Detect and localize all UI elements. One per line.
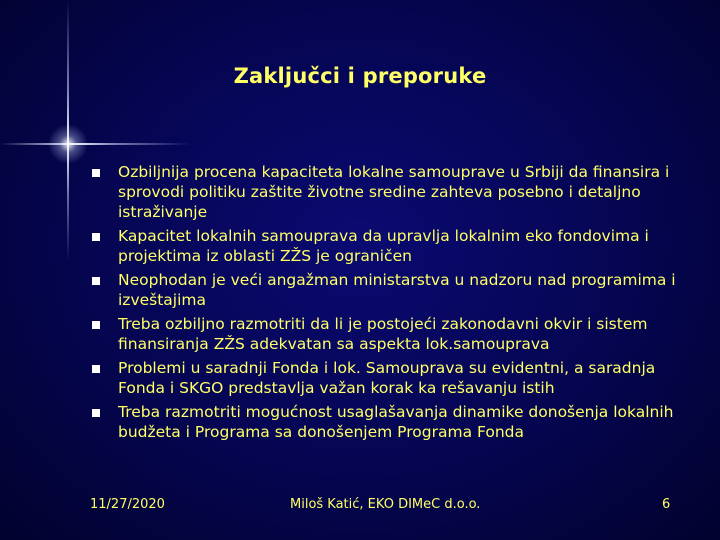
bullet-text: Kapacitet lokalnih samouprava da upravlja lokalnim eko fondovima i projektima iz oblasti ZŽS je ograničen bbox=[118, 227, 649, 265]
bullet-item bbox=[88, 358, 688, 398]
bullet-item bbox=[88, 402, 688, 442]
footer-page-number: 6 bbox=[662, 497, 671, 512]
bullet-item bbox=[88, 162, 688, 222]
bullet-item bbox=[88, 226, 688, 266]
square-bullet-icon bbox=[92, 277, 100, 285]
bullet-list bbox=[88, 162, 688, 446]
bullet-text: Problemi u saradnji Fonda i lok. Samouprava su evidentni, a saradnja Fonda i SKGO predstavlja važan korak ka rešavanju istih bbox=[118, 359, 656, 397]
light-flare-horizontal bbox=[0, 143, 190, 145]
footer-date: 11/27/2020 bbox=[90, 497, 165, 512]
square-bullet-icon bbox=[92, 409, 100, 417]
square-bullet-icon bbox=[92, 233, 100, 241]
bullet-item bbox=[88, 314, 688, 354]
bullet-text: Neophodan je veći angažman ministarstva u nadzoru nad programima i izveštajima bbox=[118, 271, 676, 309]
bullet-text: Ozbiljnija procena kapaciteta lokalne samouprave u Srbiji da finansira i sprovodi politiku zaštite životne sredine zahteva posebno i detaljno istraživanje bbox=[118, 163, 670, 221]
square-bullet-icon bbox=[92, 365, 100, 373]
slide-title: Zaključci i preporuke bbox=[233, 64, 487, 88]
square-bullet-icon bbox=[92, 321, 100, 329]
light-flare-glow bbox=[48, 124, 88, 164]
bullet-text: Treba ozbiljno razmotriti da li je postojeći zakonodavni okvir i sistem finansiranja ZŽS adekvatan sa aspekta lok.samouprava bbox=[118, 315, 648, 353]
footer-author: Miloš Katić, EKO DIMeC d.o.o. bbox=[290, 497, 481, 512]
bullet-text: Treba razmotriti mogućnost usaglašavanja dinamike donošenja lokalnih budžeta i Programa sa donošenjem Programa Fonda bbox=[118, 403, 674, 441]
bullet-item bbox=[88, 270, 688, 310]
square-bullet-icon bbox=[92, 169, 100, 177]
